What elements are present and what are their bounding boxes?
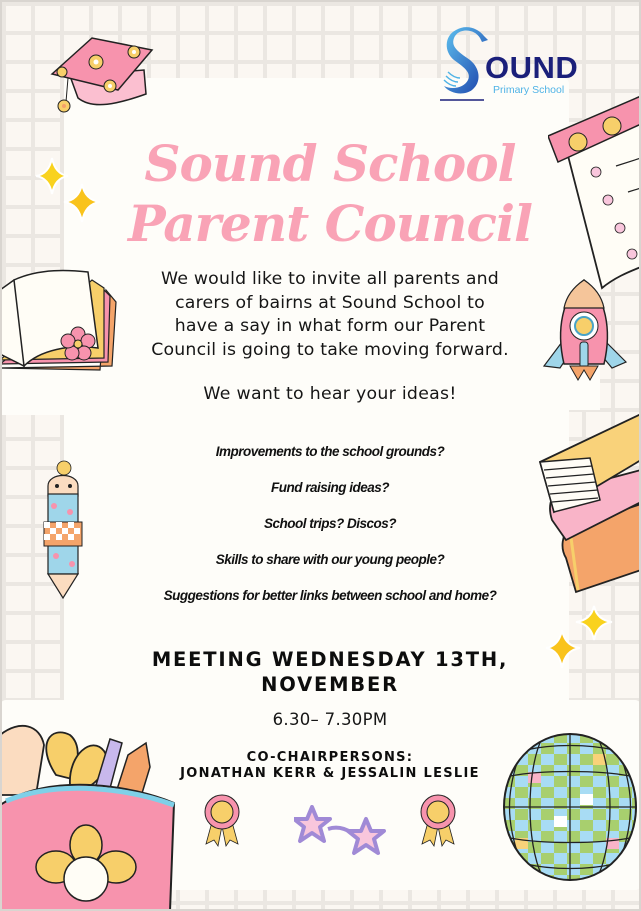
rosette-icon xyxy=(418,792,458,848)
logo-wordmark: OUND xyxy=(485,50,579,85)
book-stack-icon xyxy=(530,400,641,595)
pencil-case-icon xyxy=(0,715,180,911)
page-title xyxy=(120,134,540,254)
call-to-action: We want to hear your ideas! xyxy=(203,384,457,404)
co-chairpersons xyxy=(130,750,530,782)
question-item: Fund raising ideas? xyxy=(270,480,390,495)
star-glasses-icon xyxy=(294,805,388,857)
intro-line: have a say in what form our Parent xyxy=(174,316,486,336)
meeting-time: 6.30– 7.30PM xyxy=(272,710,388,729)
intro-line: Council is going to take moving forward. xyxy=(151,339,509,360)
rocket-icon xyxy=(540,278,630,383)
question-item: School trips? Discos? xyxy=(263,516,397,531)
sparkle-icon xyxy=(34,154,104,226)
question-list xyxy=(150,443,510,622)
question-item: Suggestions for better links between school and home? xyxy=(163,588,497,603)
meeting-line: NOVEMBER xyxy=(261,673,399,696)
question-item: Improvements to the school grounds? xyxy=(215,444,445,459)
chairs-heading: CO-CHAIRPERSONS: xyxy=(246,750,414,765)
logo-subtitle: Primary School xyxy=(493,84,565,96)
graduation-cap-icon xyxy=(48,36,158,121)
chairs-names: JONATHAN KERR & JESSALIN LESLIE xyxy=(180,766,480,781)
sparkle-icon xyxy=(544,604,614,674)
notepad-icon xyxy=(548,92,641,292)
intro-line: We would like to invite all parents and xyxy=(161,269,499,289)
question-item: Skills to share with our young people? xyxy=(215,552,445,567)
pencil-character-icon xyxy=(42,460,84,600)
meeting-date xyxy=(130,647,530,697)
title-line-1: Sound School xyxy=(144,134,516,193)
title-line-2: Parent Council xyxy=(128,194,532,253)
meeting-line: MEETING WEDNESDAY 13TH, xyxy=(151,648,509,671)
rosette-icon xyxy=(202,792,242,848)
intro-paragraph xyxy=(118,268,542,362)
open-book-icon xyxy=(0,258,120,388)
disco-ball-icon xyxy=(502,732,638,882)
intro-line: carers of bairns at Sound School to xyxy=(175,292,485,313)
